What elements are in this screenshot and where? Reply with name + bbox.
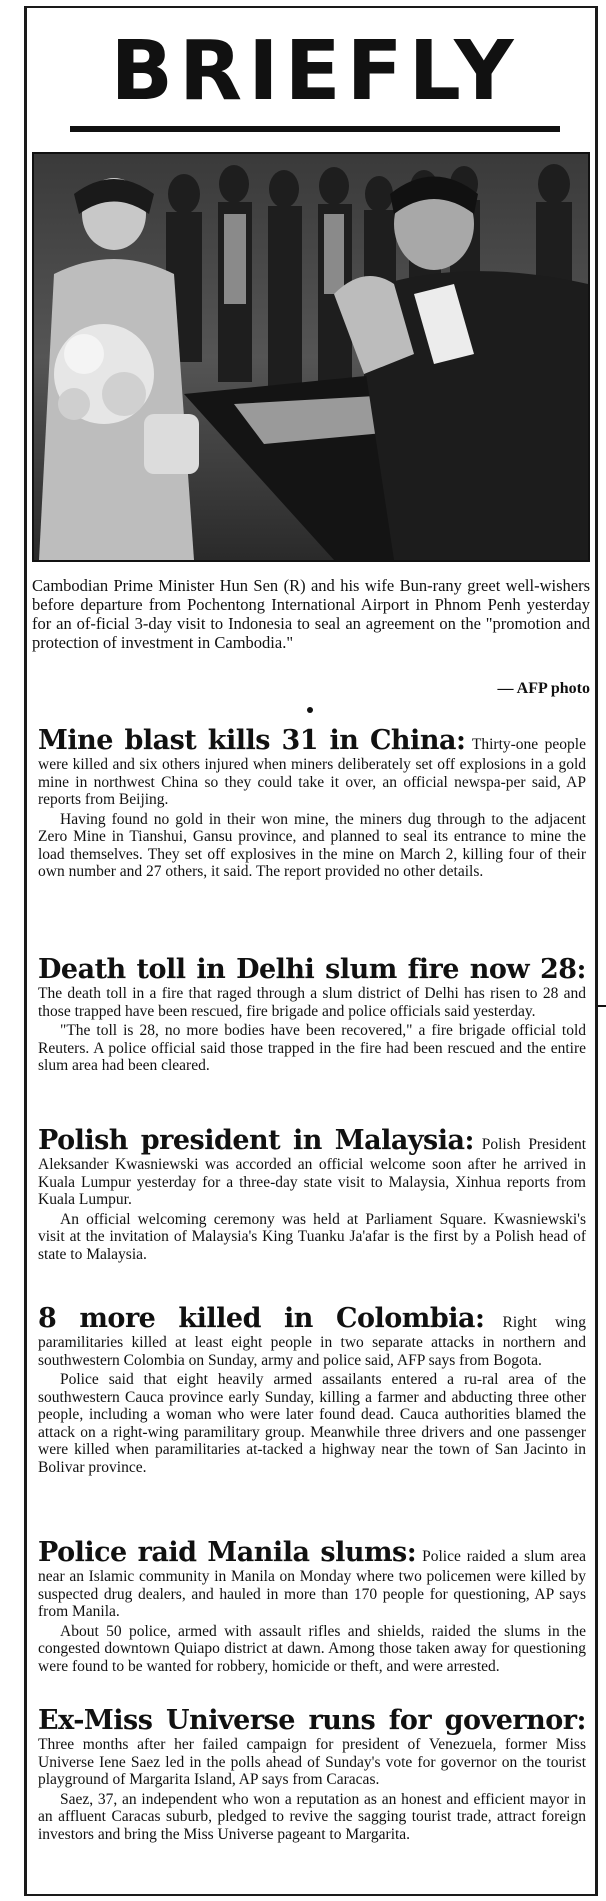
- story-paragraph: Saez, 37, an independent who won a reputation as an honest and efficient mayor in an affluent Caracas suburb, pledged to revive the sagging tourist trade, attract foreign investors and bring the Miss Universe pageant to Margarita.: [38, 1790, 586, 1843]
- story-paragraph: An official welcoming ceremony was held at Parliament Square. Kwasniewski's visit at the invitation of Malaysia's King Tuanku Ja'afar is the first by a Polish head of state to Malaysia.: [38, 1210, 586, 1263]
- masthead-rule: [70, 126, 560, 132]
- photo-caption: Cambodian Prime Minister Hun Sen (R) and his wife Bun-rany greet well-wishers before departure from Pochentong International Airport in Phnom Penh yesterday for an of-ficial 3-day visit to Indonesia to seal an agreement on the "promotion and protection of investment in Cambodia.": [32, 576, 590, 652]
- story-headline: Police raid Manila slums:: [38, 1537, 417, 1568]
- story-headline: Ex-Miss Universe runs for governor:: [38, 1705, 586, 1736]
- story-colombia: [38, 1304, 586, 1476]
- story-headline: Mine blast kills 31 in China:: [38, 725, 466, 756]
- separator-dot: [307, 707, 313, 713]
- story-manila-raid: [38, 1538, 586, 1675]
- story-paragraph: About 50 police, armed with assault rifles and shields, raided the slums in the congested downtown Quiapo district at dawn. Among those taken away for questioning were found to be wanted for robbery, homicide or theft, and were arrested.: [38, 1622, 586, 1675]
- story-mine-blast: [38, 726, 586, 881]
- story-lead: The death toll in a fire that raged through a slum district of Delhi has risen to 28 and those trapped have been rescued, fire brigade and police officials said yesterday.: [38, 985, 586, 1020]
- story-paragraph: Having found no gold in their won mine, the miners dug through to the adjacent Zero Mine in Tianshui, Gansu province, and planned to seal its entrance to mine the load themselves. They set off explosives in the mine on March 2, killing four of their own number and 27 others, it said. The report provided no other details.: [38, 810, 586, 880]
- story-lead: Police raided a slum area near an Islamic community in Manila on Monday where two policemen were killed by suspected drug dealers, and hauled in more than 170 people for questioning, AP says from Manila.: [38, 1548, 587, 1620]
- story-miss-universe: [38, 1706, 586, 1843]
- story-lead: Thirty-one people were killed and six others injured when miners deliberately set off explosions in a gold mine in northwest China so they could take it over, an official newspa-per said, AP reports from Beijing.: [38, 736, 586, 808]
- photo-illustration: [34, 154, 588, 560]
- news-photo: [32, 152, 590, 562]
- story-lead: Polish President Aleksander Kwasniewski was accorded an official welcome soon after he arrived in Kuala Lumpur yesterday for a three-day state visit to Malaysia, Xinhua reports from Kuala Lumpur.: [38, 1136, 587, 1208]
- masthead-title: BRIEFLY: [110, 24, 520, 119]
- story-headline: Death toll in Delhi slum fire now 28:: [38, 954, 586, 985]
- margin-tick: [598, 1005, 606, 1007]
- story-lead: Three months after her failed campaign for president of Venezuela, former Miss Universe Iene Saez led in the polls ahead of Sunday's vote for governor on the tourist playground of Margarita Island, AP says from Caracas.: [38, 1736, 586, 1788]
- story-delhi-fire: [38, 955, 586, 1075]
- story-paragraph: Police said that eight heavily armed assailants entered a ru-ral area of the southwestern Cauca province early Sunday, killing a farmer and abducting three other people, including a woman who were later found dead. Cauca authorities blamed the attack on a right-wing paramilitary group. Meanwhile three drivers and one passenger were killed when paramilitaries at-tacked a highway near the town of San Jacinto in Bolivar province.: [38, 1371, 586, 1476]
- story-headline: 8 more killed in Colombia:: [38, 1303, 485, 1334]
- story-polish-president: [38, 1126, 586, 1263]
- story-lead: Right wing paramilitaries killed at least eight people in two separate attacks in northern and southwestern Colombia on Sunday, army and police said, AFP says from Bogota.: [38, 1314, 587, 1369]
- story-headline: Polish president in Malaysia:: [38, 1125, 474, 1156]
- photo-credit: — AFP photo: [497, 680, 590, 697]
- story-paragraph: "The toll is 28, no more bodies have been recovered," a fire brigade official told Reuters. A police official said those trapped in the fire had been rescued and the entire slum area had been cleared.: [38, 1022, 586, 1074]
